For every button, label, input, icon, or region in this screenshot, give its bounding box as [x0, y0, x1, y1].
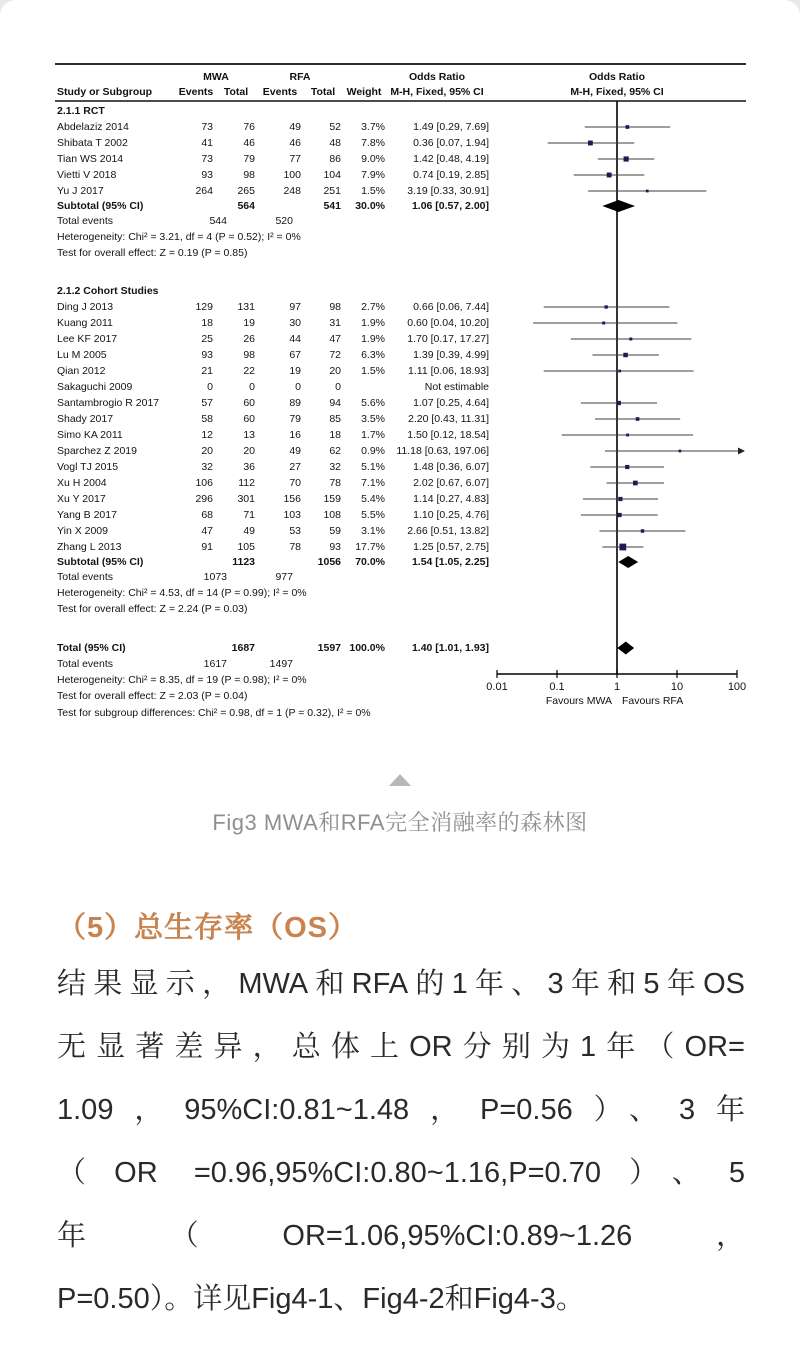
ci-text: 2.02 [0.67, 6.07] [413, 476, 489, 489]
ci-text: 1.42 [0.48, 4.19] [413, 152, 489, 165]
rfa-events-sum: 520 [275, 214, 293, 227]
ci-text: 1.10 [0.25, 4.76] [413, 508, 489, 521]
mwa-total-value: 60 [243, 396, 255, 409]
mwa-total-value: 36 [243, 460, 255, 473]
mwa-events-value: 47 [201, 524, 213, 537]
weight-value: 30.0% [355, 199, 385, 212]
rfa-events-value: 97 [289, 300, 301, 313]
study-label: Yu J 2017 [57, 184, 104, 197]
or-marker [617, 513, 621, 517]
footnote-text: Test for overall effect: Z = 2.03 (P = 0.04) [57, 690, 248, 703]
mwa-total-value: 98 [243, 168, 255, 181]
rfa-events-value: 79 [289, 412, 301, 425]
mwa-events-sum: 544 [209, 214, 227, 227]
study-label: Simo KA 2011 [57, 428, 123, 441]
or-marker [626, 434, 629, 437]
rfa-total-value: 93 [329, 540, 341, 553]
mwa-events-value: 21 [201, 364, 213, 377]
mwa-events-value: 73 [201, 152, 213, 165]
rfa-events-value: 67 [289, 348, 301, 361]
total-label: Total (95% CI) [57, 641, 126, 654]
rfa-events-value: 0 [295, 380, 301, 393]
ci-text: 1.06 [0.57, 2.00] [411, 199, 489, 212]
favours-left-label: Favours MWA [545, 695, 612, 707]
weight-value: 7.1% [361, 476, 385, 489]
ci-text: 0.74 [0.19, 2.85] [413, 168, 489, 181]
mwa-events-value: 106 [195, 476, 213, 489]
weight-value: 100.0% [349, 641, 385, 654]
rfa-events-value: 30 [289, 316, 301, 329]
study-label: Yang B 2017 [57, 508, 117, 521]
rfa-total-value: 47 [329, 332, 341, 345]
or-marker [618, 370, 621, 373]
rfa-events-value: 70 [289, 476, 301, 489]
rfa-total-value: 72 [329, 348, 341, 361]
subtotal-label: Subtotal (95% CI) [57, 199, 144, 212]
study-label: Xu Y 2017 [57, 492, 106, 505]
mwa-events-sum: 1617 [203, 657, 227, 670]
study-label: Shady 2017 [57, 412, 114, 425]
or-marker [605, 305, 608, 308]
column-rfa-total: Total [310, 86, 336, 98]
rfa-events-value: 44 [289, 332, 301, 345]
figure-caption: Fig3 MWA和RFA完全消融率的森林图 [212, 810, 588, 835]
odds-ratio-title-left: Odds Ratio [408, 71, 465, 83]
ci-text: 0.36 [0.07, 1.94] [413, 136, 489, 149]
weight-value: 9.0% [361, 152, 385, 165]
weight-value: 1.7% [361, 428, 385, 441]
study-label: Vietti V 2018 [57, 168, 117, 181]
ci-text: 3.19 [0.33, 30.91] [407, 184, 489, 197]
weight-value: 3.7% [361, 120, 385, 133]
ci-text: 1.11 [0.06, 18.93] [408, 364, 489, 377]
mwa-events-value: 68 [201, 508, 213, 521]
mwa-events-value: 91 [201, 540, 213, 553]
study-label: Shibata T 2002 [57, 136, 128, 149]
rfa-total-value: 0 [335, 380, 341, 393]
weight-value: 70.0% [355, 555, 385, 568]
pooled-diamond [602, 200, 635, 212]
study-label: Sparchez Z 2019 [57, 444, 137, 457]
rfa-total-value: 20 [329, 364, 341, 377]
mwa-events-value: 264 [195, 184, 213, 197]
favours-right-label: Favours RFA [622, 695, 684, 707]
rfa-events-value: 77 [289, 152, 301, 165]
rfa-total-value: 31 [329, 316, 341, 329]
mwa-total-value: 105 [237, 540, 255, 553]
rfa-total-value: 159 [323, 492, 341, 505]
paragraph-line: 年（OR=1.06,95%CI:0.89~1.26， [57, 1220, 745, 1252]
rfa-total-value: 48 [329, 136, 341, 149]
footnote-text: Heterogeneity: Chi² = 3.21, df = 4 (P = 0.52); I² = 0% [57, 230, 301, 243]
rfa-events-value: 27 [289, 460, 301, 473]
rfa-total-value: 94 [329, 396, 341, 409]
mwa-total-value: 76 [243, 120, 255, 133]
collapse-figure-icon[interactable] [389, 774, 411, 786]
or-marker [629, 338, 632, 341]
mwa-events-value: 0 [207, 380, 213, 393]
subgroup-label: 2.1.2 Cohort Studies [57, 285, 159, 297]
ci-text: 1.54 [1.05, 2.25] [411, 555, 489, 568]
rfa-events-sum: 977 [275, 570, 293, 583]
or-marker [679, 450, 682, 453]
weight-value: 3.1% [361, 524, 385, 537]
column-ci-right: M-H, Fixed, 95% CI [570, 86, 664, 98]
subgroup-label: 2.1.1 RCT [57, 105, 105, 117]
ci-text: 1.25 [0.57, 2.75] [413, 540, 489, 553]
ci-text: 1.48 [0.36, 6.07] [413, 460, 489, 473]
mwa-events-value: 93 [201, 168, 213, 181]
total-events-label: Total events [57, 214, 114, 227]
paragraph-line: 1.09，95%CI:0.81~1.48，P=0.56）、3年 [57, 1094, 745, 1126]
pooled-diamond [618, 556, 638, 568]
ci-text: 0.66 [0.06, 7.44] [413, 300, 489, 313]
mwa-total-value: 20 [243, 444, 255, 457]
footnote-text: Test for overall effect: Z = 0.19 (P = 0.85) [57, 247, 248, 260]
ci-text: 11.18 [0.63, 197.06] [396, 444, 489, 457]
or-marker [626, 125, 630, 129]
rfa-events-value: 19 [289, 364, 301, 377]
study-label: Qian 2012 [57, 364, 106, 377]
weight-value: 5.6% [361, 396, 385, 409]
study-label: Ding J 2013 [57, 300, 114, 313]
mwa-total-value: 19 [243, 316, 255, 329]
rfa-total-value: 251 [323, 184, 341, 197]
ci-text: 1.70 [0.17, 17.27] [407, 332, 489, 345]
paragraph-line: 结果显示，MWA和RFA的1年、3年和5年OS [57, 968, 745, 1000]
weight-value: 1.5% [361, 184, 385, 197]
paragraph-line: 无显著差异，总体上OR分别为1年（OR= [57, 1031, 745, 1063]
or-marker [625, 465, 629, 469]
ci-text: 0.60 [0.04, 10.20] [407, 316, 489, 329]
or-marker [602, 322, 605, 325]
mwa-events-value: 93 [201, 348, 213, 361]
mwa-events-value: 57 [201, 396, 213, 409]
odds-ratio-title-right: Odds Ratio [588, 71, 645, 83]
weight-value: 7.8% [361, 136, 385, 149]
mwa-total-value: 13 [243, 428, 255, 441]
weight-value: 6.3% [361, 348, 385, 361]
weight-value: 1.5% [361, 364, 385, 377]
study-label: Zhang L 2013 [57, 540, 122, 553]
or-marker [618, 497, 622, 501]
mwa-total-value: 265 [237, 184, 255, 197]
mwa-total-value: 49 [243, 524, 255, 537]
rfa-total-value: 86 [329, 152, 341, 165]
study-label: Kuang 2011 [57, 316, 113, 329]
rfa-events-value: 100 [283, 168, 301, 181]
weight-value: 2.7% [361, 300, 385, 313]
mwa-events-value: 18 [201, 316, 213, 329]
weight-value: 5.1% [361, 460, 385, 473]
mwa-events-value: 296 [195, 492, 213, 505]
or-marker [623, 353, 627, 357]
rfa-total-value: 98 [329, 300, 341, 313]
rfa-events-value: 16 [289, 428, 301, 441]
rfa-events-value: 53 [289, 524, 301, 537]
column-mwa-total: Total [223, 86, 249, 98]
mwa-total-value: 1123 [232, 555, 255, 568]
study-label: Lu M 2005 [57, 348, 107, 361]
mwa-events-value: 20 [201, 444, 213, 457]
ci-text: Not estimable [424, 380, 489, 393]
mwa-events-value: 25 [201, 332, 213, 345]
or-marker [641, 529, 644, 532]
mwa-total-value: 60 [243, 412, 255, 425]
mwa-total-value: 0 [249, 380, 255, 393]
rfa-total-value: 104 [323, 168, 341, 181]
rfa-total-value: 541 [323, 199, 341, 212]
ci-text: 2.66 [0.51, 13.82] [407, 524, 489, 537]
pooled-diamond [617, 642, 634, 655]
subtotal-label: Subtotal (95% CI) [57, 555, 144, 568]
rfa-events-value: 89 [289, 396, 301, 409]
axis-tick-label: 10 [670, 681, 684, 693]
total-events-label: Total events [57, 570, 114, 583]
rfa-events-value: 46 [289, 136, 301, 149]
rfa-events-value: 103 [283, 508, 301, 521]
mwa-total-value: 26 [243, 332, 255, 345]
ci-text: 1.50 [0.12, 18.54] [407, 428, 489, 441]
mwa-events-sum: 1073 [203, 570, 227, 583]
article-paragraph [57, 953, 745, 1331]
rfa-total-value: 18 [329, 428, 341, 441]
axis-tick-label: 0.1 [549, 681, 565, 693]
or-marker [607, 173, 612, 178]
column-study: Study or Subgroup [57, 86, 153, 98]
section-heading: （5）总生存率（OS） [57, 912, 359, 944]
mwa-total-value: 98 [243, 348, 255, 361]
mwa-total-value: 22 [243, 364, 255, 377]
column-weight: Weight [346, 86, 382, 98]
footnote-text: Heterogeneity: Chi² = 8.35, df = 19 (P = 0.98); I² = 0% [57, 673, 307, 686]
study-label: Abdelaziz 2014 [57, 120, 129, 133]
or-marker [619, 544, 626, 551]
weight-value: 5.5% [361, 508, 385, 521]
mwa-events-value: 41 [201, 136, 213, 149]
column-ci-left: M-H, Fixed, 95% CI [390, 86, 484, 98]
rfa-total-value: 78 [329, 476, 341, 489]
weight-value: 1.9% [361, 316, 385, 329]
mwa-total-value: 71 [243, 508, 255, 521]
study-label: Xu H 2004 [57, 476, 107, 489]
or-marker [636, 417, 640, 421]
mwa-total-value: 564 [237, 199, 255, 212]
paragraph-line: （OR =0.96,95%CI:0.80~1.16,P=0.70）、5 [57, 1157, 745, 1189]
mwa-events-value: 73 [201, 120, 213, 133]
or-marker [624, 156, 629, 161]
axis-tick-label: 0.01 [486, 681, 508, 693]
rfa-total-value: 1597 [317, 641, 341, 654]
mwa-events-value: 129 [195, 300, 213, 313]
column-rfa-events: Events [262, 86, 298, 98]
footnote-text: Test for overall effect: Z = 2.24 (P = 0.03) [57, 603, 248, 616]
rfa-total-value: 32 [329, 460, 341, 473]
mwa-total-value: 301 [237, 492, 255, 505]
study-label: Sakaguchi 2009 [57, 380, 133, 393]
ci-arrow-cap [738, 448, 745, 455]
column-group-rfa: RFA [289, 71, 311, 83]
rfa-events-value: 49 [289, 444, 301, 457]
mwa-total-value: 46 [243, 136, 255, 149]
rfa-total-value: 59 [329, 524, 341, 537]
ci-text: 1.40 [1.01, 1.93] [411, 641, 489, 654]
study-label: Vogl TJ 2015 [57, 460, 119, 473]
mwa-total-value: 79 [243, 152, 255, 165]
paragraph-line: P=0.50）。详见Fig4-1、Fig4-2和Fig4-3。 [57, 1283, 585, 1315]
study-label: Tian WS 2014 [57, 152, 124, 165]
mwa-total-value: 112 [238, 476, 255, 489]
weight-value: 1.9% [361, 332, 385, 345]
weight-value: 3.5% [361, 412, 385, 425]
rfa-total-value: 108 [323, 508, 341, 521]
axis-tick-label: 1 [613, 681, 621, 693]
or-marker [646, 190, 649, 193]
study-label: Yin X 2009 [57, 524, 108, 537]
mwa-total-value: 131 [237, 300, 255, 313]
or-marker [633, 481, 638, 486]
mwa-total-value: 1687 [231, 641, 255, 654]
column-group-mwa: MWA [203, 71, 229, 83]
column-mwa-events: Events [178, 86, 214, 98]
total-events-label: Total events [57, 657, 114, 670]
mwa-events-value: 58 [201, 412, 213, 425]
ci-text: 1.07 [0.25, 4.64] [413, 396, 489, 409]
or-marker [617, 401, 621, 405]
mwa-events-value: 32 [201, 460, 213, 473]
rfa-events-value: 156 [283, 492, 301, 505]
rfa-total-value: 52 [329, 120, 341, 133]
rfa-total-value: 1056 [317, 555, 341, 568]
ci-text: 1.49 [0.29, 7.69] [413, 120, 489, 133]
study-label: Lee KF 2017 [57, 332, 118, 345]
rfa-events-value: 78 [289, 540, 301, 553]
rfa-events-value: 248 [283, 184, 301, 197]
weight-value: 17.7% [355, 540, 385, 553]
ci-text: 1.39 [0.39, 4.99] [413, 348, 489, 361]
rfa-events-sum: 1497 [269, 657, 293, 670]
rfa-events-value: 49 [289, 120, 301, 133]
mwa-events-value: 12 [201, 428, 213, 441]
weight-value: 0.9% [361, 444, 385, 457]
ci-text: 2.20 [0.43, 11.31] [408, 412, 489, 425]
weight-value: 5.4% [361, 492, 385, 505]
weight-value: 7.9% [361, 168, 385, 181]
footnote-text: Heterogeneity: Chi² = 4.53, df = 14 (P = 0.99); I² = 0% [57, 586, 307, 599]
study-label: Santambrogio R 2017 [57, 396, 160, 409]
ci-text: 1.14 [0.27, 4.83] [413, 492, 489, 505]
footnote-text: Test for subgroup differences: Chi² = 0.98, df = 1 (P = 0.32), I² = 0% [57, 706, 371, 719]
axis-tick-label: 100 [727, 681, 747, 693]
rfa-total-value: 62 [329, 444, 341, 457]
or-marker [588, 141, 593, 146]
rfa-total-value: 85 [329, 412, 341, 425]
